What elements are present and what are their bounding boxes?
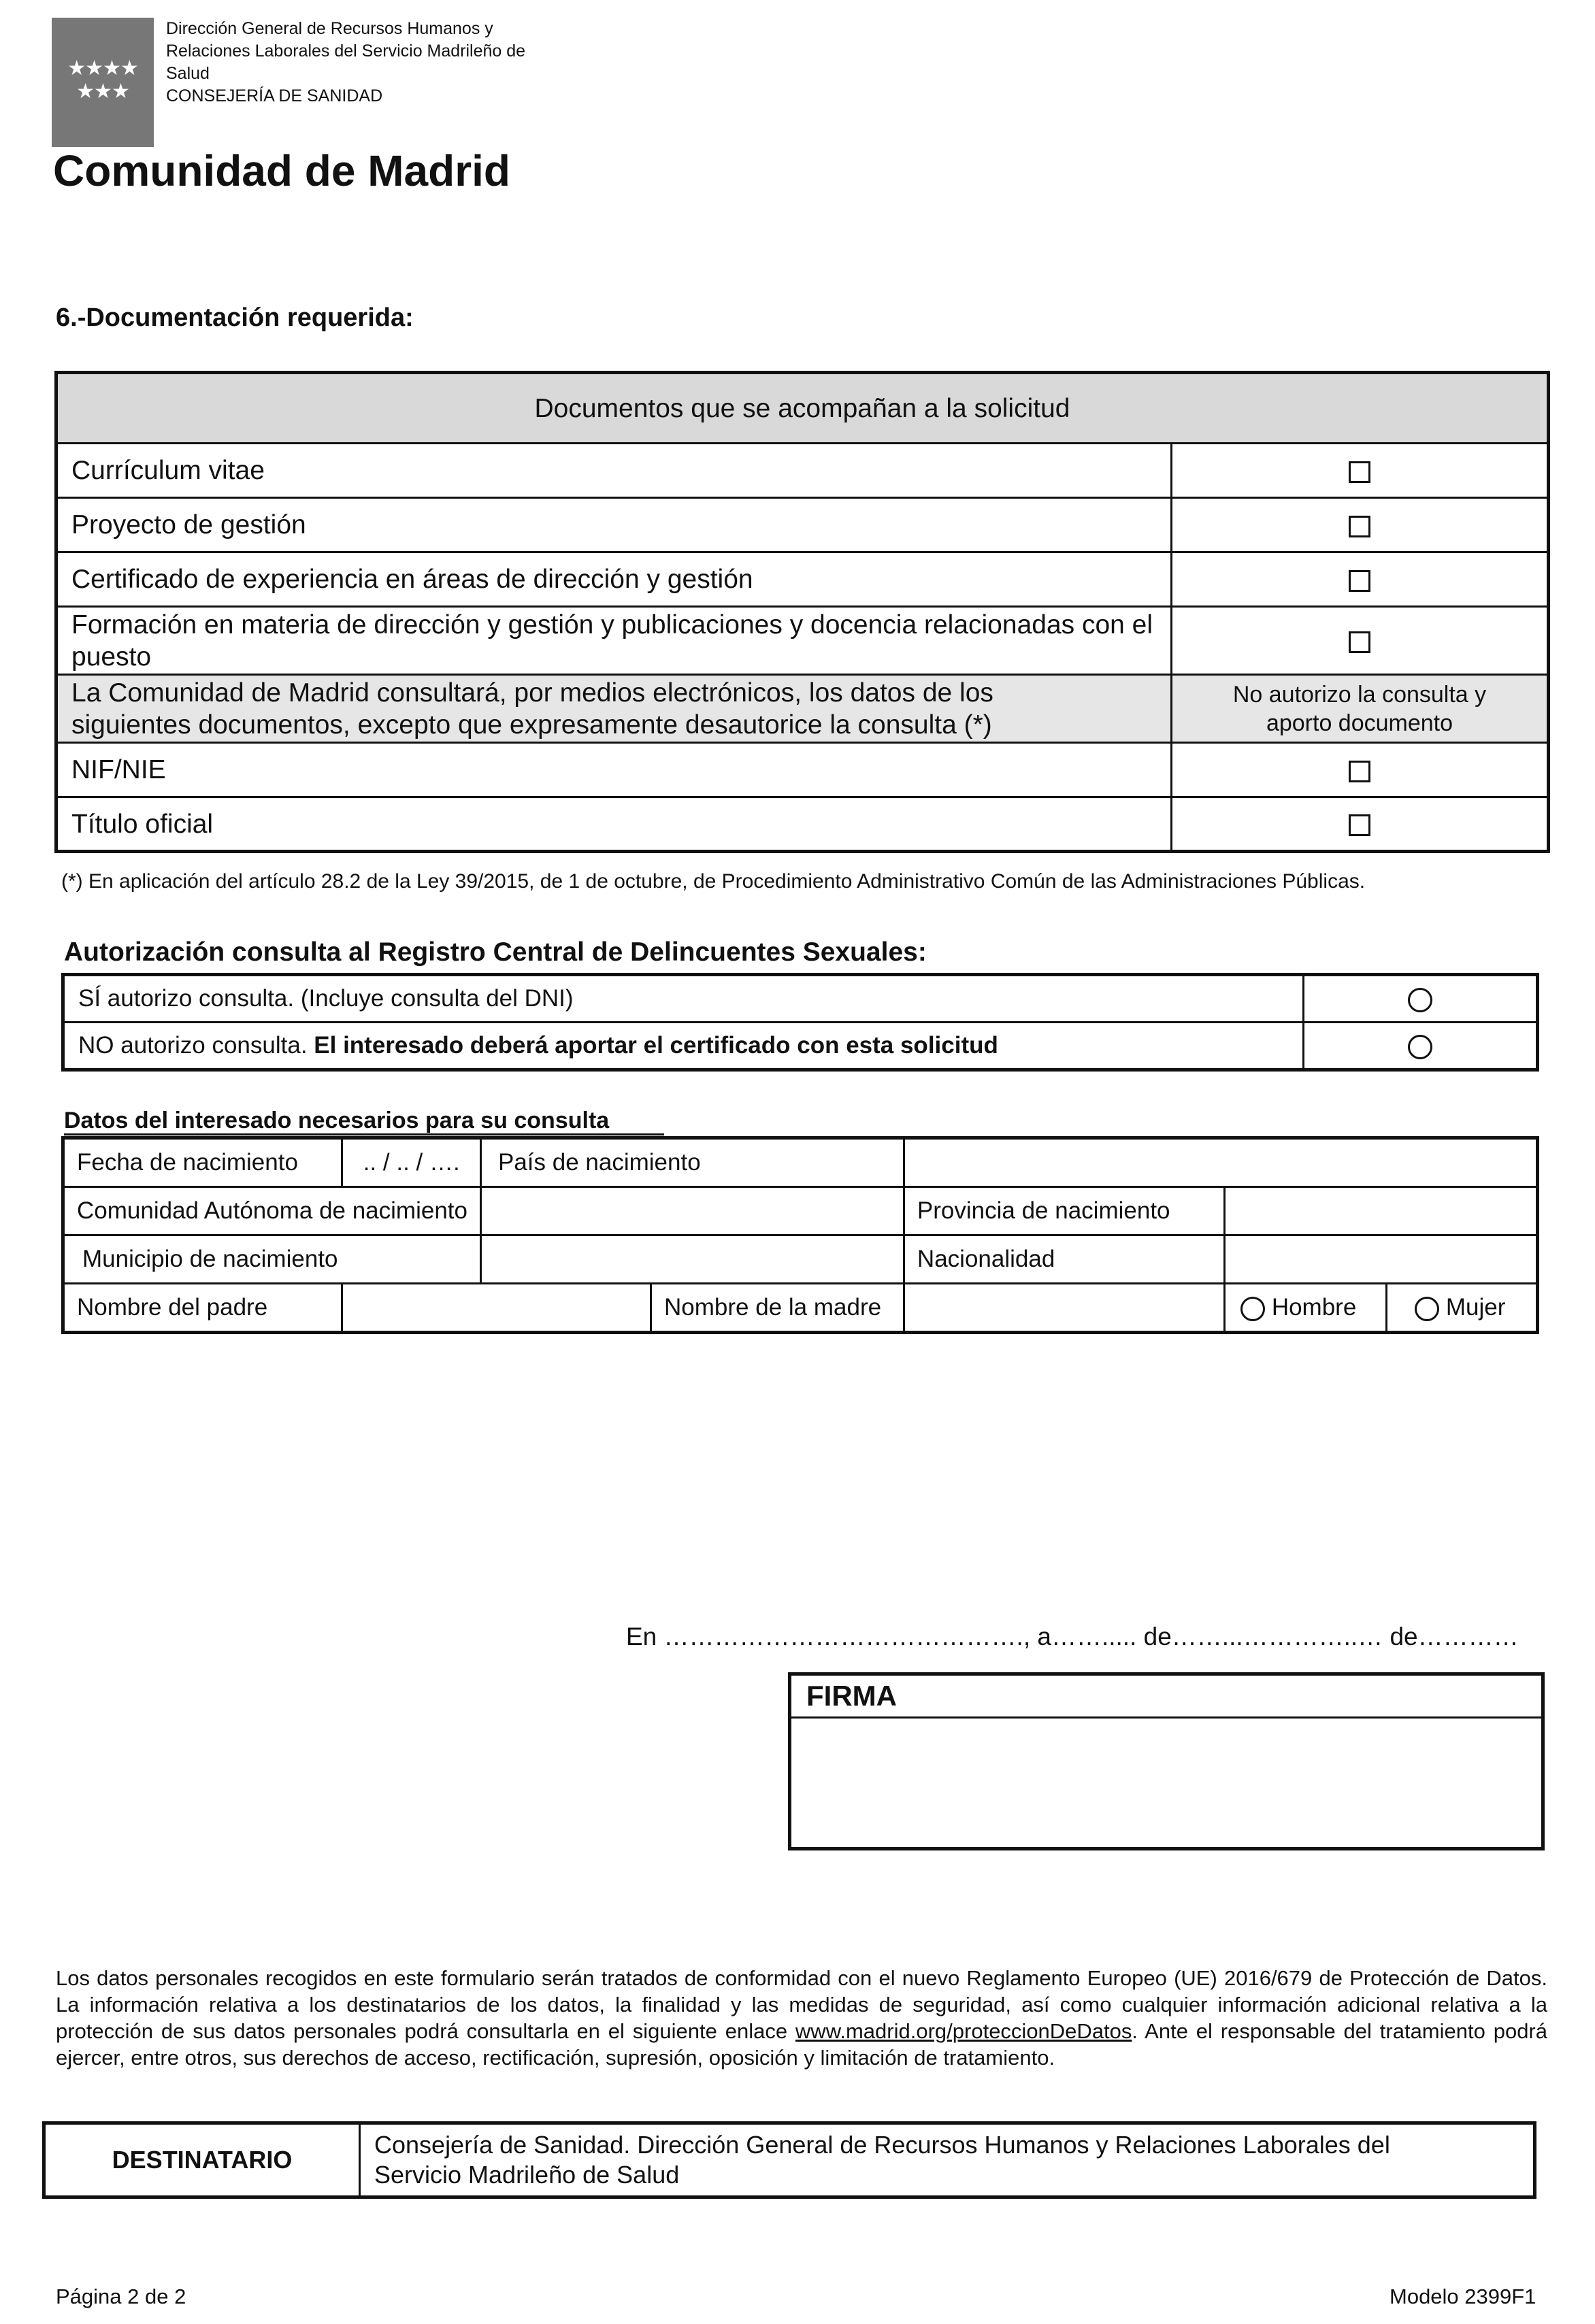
doc-label: NIF/NIE <box>56 743 1172 797</box>
comunidad-autonoma-label: Comunidad Autónoma de nacimiento <box>63 1187 481 1235</box>
table-row <box>56 797 1549 852</box>
table-row <box>63 975 1538 1023</box>
fecha-nacimiento-label: Fecha de nacimiento <box>63 1138 342 1187</box>
sexo-mujer-option[interactable]: Mujer <box>1387 1284 1538 1333</box>
header-line: CONSEJERÍA DE SANIDAD <box>166 86 383 105</box>
fecha-nacimiento-input[interactable]: .. / .. / …. <box>342 1138 481 1187</box>
consulta-text: La Comunidad de Madrid consultará, por medios electrónicos, los datos de los siguientes documentos, excepto que expresamente desautorice la consulta (*) <box>56 675 1172 743</box>
comunidad-logo <box>52 18 154 147</box>
nombre-madre-input[interactable] <box>904 1284 1224 1333</box>
lugar-fecha-line[interactable]: En ……………………………………., a……..... de……...…………..… de………… <box>626 1623 1519 1650</box>
registro-title: Autorización consulta al Registro Central de Delincuentes Sexuales: <box>64 937 927 967</box>
no-autorizo-header: No autorizo la consulta y aporto documento <box>1172 675 1549 743</box>
table-row <box>63 1138 1538 1187</box>
checkbox-curriculum[interactable] <box>1349 461 1370 483</box>
legal-notice: Los datos personales recogidos en este formulario serán tratados de conformidad con el nuevo Reglamento Europeo (UE) 2016/679 de Protección de Datos. La información relativa a los destinatarios de los datos, la finalidad y las medidas de seguridad, así como cualquier información adicional relativa a la protección de sus datos personales podrá consultarla en el siguiente enlace www.madrid.org/proteccionDeDatos. Ante el responsable del tratamiento podrá ejercer, entre otros, sus derechos de acceso, rectificación, supresión, oposición y limitación de tratamiento. <box>56 1966 1547 2070</box>
table-row <box>56 552 1549 607</box>
section-title: 6.-Documentación requerida: <box>56 303 414 332</box>
checkbox-formacion[interactable] <box>1349 631 1370 653</box>
header-line: Salud <box>166 64 210 83</box>
radio-si-autorizo[interactable] <box>1408 988 1432 1012</box>
provincia-input[interactable] <box>1225 1187 1538 1235</box>
page-number: Página 2 de 2 <box>56 2285 186 2308</box>
datos-title-underline <box>64 1133 664 1135</box>
footnote: (*) En aplicación del artículo 28.2 de la Ley 39/2015, de 1 de octubre, de Procedimiento Administrativo Común de las Administraciones Públicas. <box>61 870 1366 893</box>
doc-label: Formación en materia de dirección y gestión y publicaciones y docencia relacionadas con el puesto <box>56 607 1172 675</box>
doc-label: Proyecto de gestión <box>56 498 1172 552</box>
modelo-code: Modelo 2399F1 <box>1390 2285 1536 2308</box>
logo-stars: ★★★★ ★★★ <box>67 57 138 103</box>
nombre-padre-label: Nombre del padre <box>63 1284 342 1333</box>
table-row <box>63 1187 1538 1235</box>
table-row <box>56 607 1549 675</box>
provincia-label: Provincia de nacimiento <box>904 1187 1224 1235</box>
datos-table <box>61 1136 1539 1334</box>
destinatario-value: Consejería de Sanidad. Dirección General de Recursos Humanos y Relaciones Laborales del Servicio Madrileño de Salud <box>360 2123 1535 2197</box>
documents-table <box>54 371 1550 853</box>
doc-label: Certificado de experiencia en áreas de dirección y gestión <box>56 552 1172 607</box>
pais-nacimiento-input[interactable] <box>904 1138 1537 1187</box>
table-row <box>56 498 1549 552</box>
doc-label: Título oficial <box>56 797 1172 852</box>
checkbox-nif[interactable] <box>1349 761 1370 782</box>
table-row <box>63 1235 1538 1284</box>
table-row <box>56 743 1549 797</box>
registro-table <box>61 973 1539 1072</box>
firma-label: FIRMA <box>806 1680 897 1712</box>
doc-label: Currículum vitae <box>56 444 1172 498</box>
checkbox-titulo[interactable] <box>1349 814 1370 836</box>
firma-divider <box>791 1716 1541 1719</box>
table-row <box>56 444 1549 498</box>
table-row <box>56 675 1549 743</box>
documents-header: Documentos que se acompañan a la solicitud <box>56 373 1549 444</box>
comunidad-autonoma-input[interactable] <box>480 1187 904 1235</box>
datos-title: Datos del interesado necesarios para su consulta <box>64 1108 610 1133</box>
destinatario-label: DESTINATARIO <box>44 2123 360 2197</box>
radio-mujer[interactable] <box>1415 1297 1439 1321</box>
table-row <box>63 1284 1538 1333</box>
nacionalidad-label: Nacionalidad <box>904 1235 1224 1284</box>
table-row <box>63 1023 1538 1070</box>
nacionalidad-input[interactable] <box>1225 1235 1538 1284</box>
header-line: Relaciones Laborales del Servicio Madrileño de <box>166 42 526 61</box>
radio-no-autorizo[interactable] <box>1408 1035 1432 1059</box>
municipio-input[interactable] <box>480 1235 904 1284</box>
checkbox-proyecto[interactable] <box>1349 516 1370 537</box>
pais-nacimiento-label: País de nacimiento <box>480 1138 904 1187</box>
checkbox-certificado[interactable] <box>1349 570 1370 592</box>
municipio-label: Municipio de nacimiento <box>63 1235 481 1284</box>
header-org <box>166 18 525 107</box>
comunidad-title: Comunidad de Madrid <box>53 146 510 195</box>
no-autorizo-label: NO autorizo consulta. El interesado deberá aportar el certificado con esta solicitud <box>63 1023 1304 1070</box>
firma-box[interactable] <box>788 1672 1545 1850</box>
radio-hombre[interactable] <box>1240 1297 1265 1321</box>
proteccion-datos-link[interactable]: www.madrid.org/proteccionDeDatos <box>795 2019 1132 2043</box>
table-row <box>44 2123 1535 2197</box>
header-line: Dirección General de Recursos Humanos y <box>166 19 493 38</box>
nombre-padre-input[interactable] <box>342 1284 651 1333</box>
sexo-hombre-option[interactable]: Hombre <box>1225 1284 1387 1333</box>
si-autorizo-label: SÍ autorizo consulta. (Incluye consulta del DNI) <box>63 975 1304 1023</box>
nombre-madre-label: Nombre de la madre <box>651 1284 904 1333</box>
destinatario-table <box>42 2121 1536 2199</box>
